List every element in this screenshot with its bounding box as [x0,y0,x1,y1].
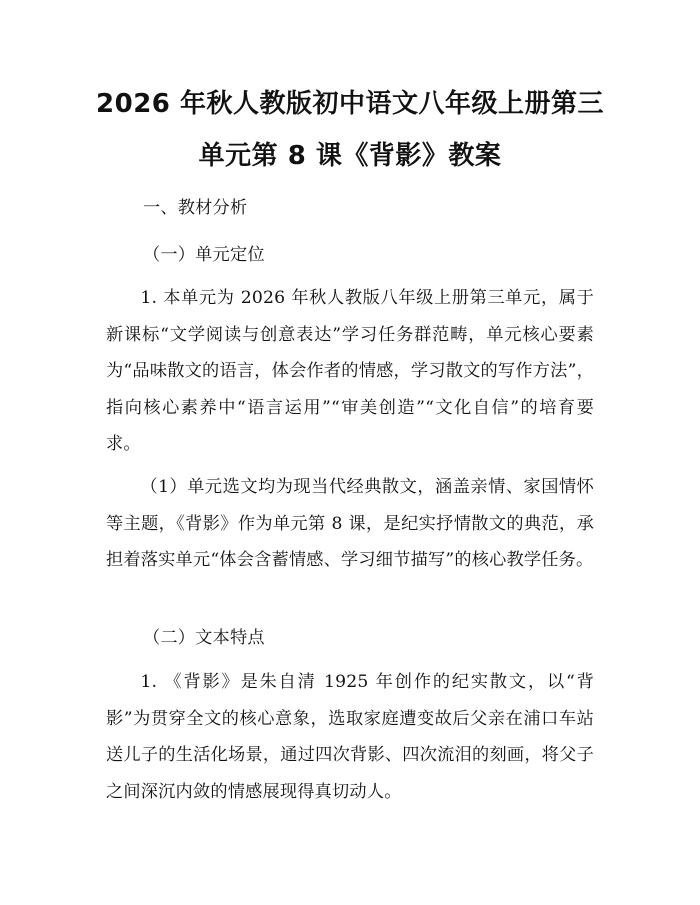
document-title: 2026 年秋人教版初中语文八年级上册第三单元第 8 课《背影》教案 [96,89,604,171]
subsection-heading: （一）单元定位 [143,245,265,265]
body-paragraph: 1. 《背影》是朱自清 1925 年创作的纪实散文，以“背影”为贯穿全文的核心意象，选取家庭遭变故后父亲在浦口车站送儿子的生活化场景，通过四次背影、四次流泪的刻画，将父子之间深沉内敛的情感展现得真切动人。 [106,672,594,802]
subsection-heading: （二）文本特点 [143,628,265,648]
body-paragraph: 1. 本单元为 2026 年秋人教版八年级上册第三单元，属于新课标“文学阅读与创意表达”学习任务群范畴，单元核心要素为“品味散文的语言，体会作者的情感，学习散文的写作方法”，指向核心素养中“语言运用”“审美创造”“文化自信”的培育要求。 [106,288,594,454]
body-paragraph: （1）单元选文均为现当代经典散文，涵盖亲情、家国情怀等主题，《背影》作为单元第 8 课，是纪实抒情散文的典范，承担着落实单元“体会含蓄情感、学习细节描写”的核心教学任务。 [106,477,594,570]
section-heading: 一、教材分析 [143,198,248,218]
